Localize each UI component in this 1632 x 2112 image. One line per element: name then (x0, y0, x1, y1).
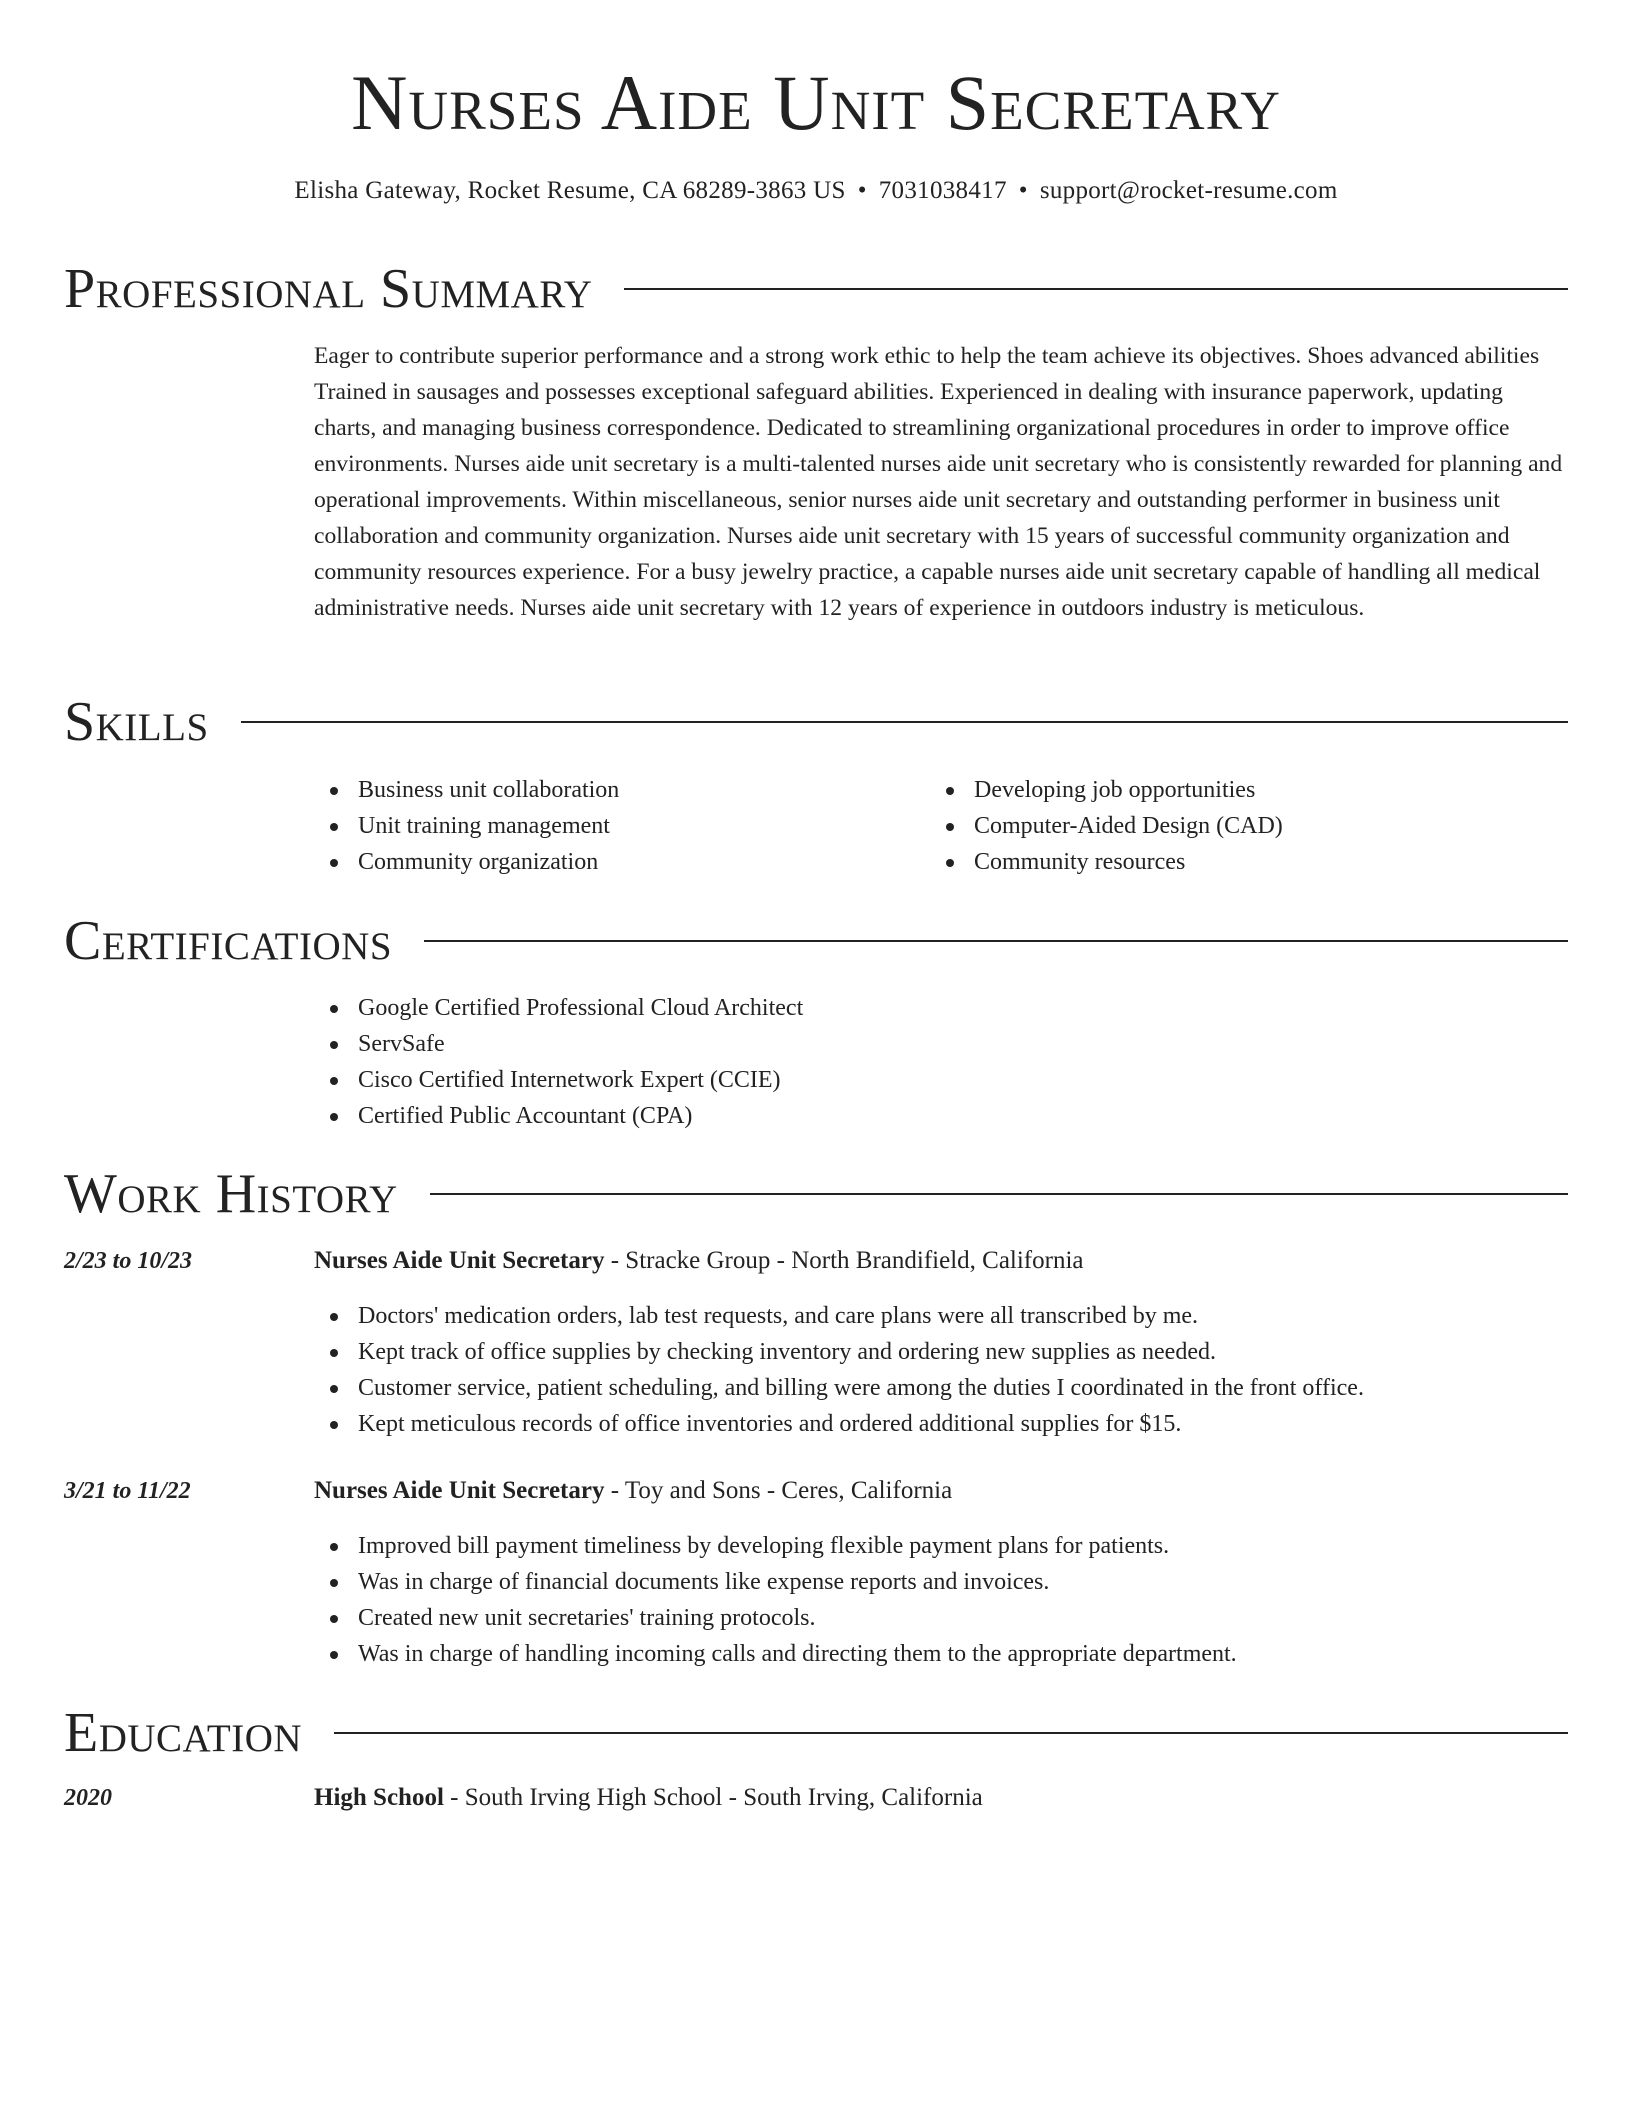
education-section-header (64, 1700, 1568, 1766)
skill-item: Unit training management (314, 808, 914, 844)
skill-item: Computer-Aided Design (CAD) (930, 808, 1530, 844)
certification-item: Google Certified Professional Cloud Architect (314, 990, 1514, 1026)
certification-item: Certified Public Accountant (CPA) (314, 1098, 1514, 1134)
certifications-section-header (64, 908, 1568, 974)
skills-section-header (64, 689, 1568, 755)
job-bullet: Doctors' medication orders, lab test requests, and care plans were all transcribed by me. (314, 1298, 1570, 1334)
skills-list-right (930, 772, 1530, 880)
job-bullet: Kept track of office supplies by checking inventory and ordering new supplies as needed. (314, 1334, 1570, 1370)
section-divider (241, 721, 1568, 723)
job-dates: 2/23 to 10/23 (64, 1248, 193, 1274)
skill-item: Community organization (314, 844, 914, 880)
job-title: Nurses Aide Unit Secretary (314, 1477, 605, 1504)
job-bullets (314, 1298, 1570, 1442)
job-header (314, 1244, 1084, 1278)
skills-list-left (314, 772, 914, 880)
job-bullet: Improved bill payment timeliness by developing flexible payment plans for patients. (314, 1528, 1570, 1564)
contact-phone: 7031038417 (878, 177, 1007, 204)
education-header (314, 1781, 983, 1815)
job-bullet: Kept meticulous records of office inventories and ordered additional supplies for $15. (314, 1406, 1570, 1442)
section-divider (424, 940, 1568, 942)
summary-text: Eager to contribute superior performance and a strong work ethic to help the team achieve its objectives. Shoes advanced abilities Trained in sausages and possesses exceptional safeguard abilities. Experienced in dealing with insurance paperwork, updating charts, and managing business correspondence. Dedicated to streamlining organizational procedures in order to improve office environments. Nurses aide unit secretary is a multi-talented nurses aide unit secretary who is consistently rewarded for planning and operational improvements. Within miscellaneous, senior nurses aide unit secretary and outstanding performer in business unit collaboration and community organization. Nurses aide unit secretary with 15 years of successful community organization and community resources experience. For a busy jewelry practice, a capable nurses aide unit secretary capable of handling all medical administrative needs. Nurses aide unit secretary with 12 years of experience in outdoors industry is meticulous. (314, 343, 1563, 621)
section-title-work: Work History (64, 1163, 398, 1225)
skill-item: Developing job opportunities (930, 772, 1530, 808)
section-divider (430, 1193, 1568, 1195)
job-bullet: Customer service, patient scheduling, and billing were among the duties I coordinated in the front office. (314, 1370, 1570, 1406)
contact-line (0, 174, 1632, 208)
education-school-location: - South Irving High School - South Irving, California (443, 1784, 983, 1811)
contact-address: Elisha Gateway, Rocket Resume, CA 68289-3863 US (294, 177, 846, 204)
education-year: 2020 (64, 1785, 112, 1811)
skill-item: Community resources (930, 844, 1530, 880)
job-title: Nurses Aide Unit Secretary (314, 1247, 605, 1274)
contact-separator: • (857, 177, 867, 204)
job-employer-location: - Toy and Sons - Ceres, California (604, 1477, 953, 1504)
job-bullets (314, 1528, 1570, 1672)
job-bullet: Was in charge of handling incoming calls and directing them to the appropriate department. (314, 1636, 1570, 1672)
contact-email: support@rocket-resume.com (1039, 177, 1338, 204)
education-degree: High School (314, 1784, 444, 1811)
section-title-certifications: Certifications (64, 910, 393, 972)
summary-section-header (64, 256, 1568, 322)
section-title-education: Education (64, 1702, 303, 1764)
candidate-name: Nurses Aide Unit Secretary (351, 59, 1281, 146)
section-title-skills: Skills (64, 691, 209, 753)
certification-item: Cisco Certified Internetwork Expert (CCIE) (314, 1062, 1514, 1098)
section-title-summary: Professional Summary (64, 258, 593, 320)
section-divider (624, 288, 1568, 290)
certification-item: ServSafe (314, 1026, 1514, 1062)
contact-separator: • (1018, 177, 1028, 204)
job-bullet: Created new unit secretaries' training protocols. (314, 1600, 1570, 1636)
job-dates: 3/21 to 11/22 (64, 1478, 191, 1504)
job-bullet: Was in charge of financial documents like expense reports and invoices. (314, 1564, 1570, 1600)
section-divider (334, 1732, 1568, 1734)
job-header (314, 1474, 952, 1508)
job-employer-location: - Stracke Group - North Brandifield, California (604, 1247, 1084, 1274)
skill-item: Business unit collaboration (314, 772, 914, 808)
work-section-header (64, 1161, 1568, 1227)
certifications-list (314, 990, 1514, 1134)
